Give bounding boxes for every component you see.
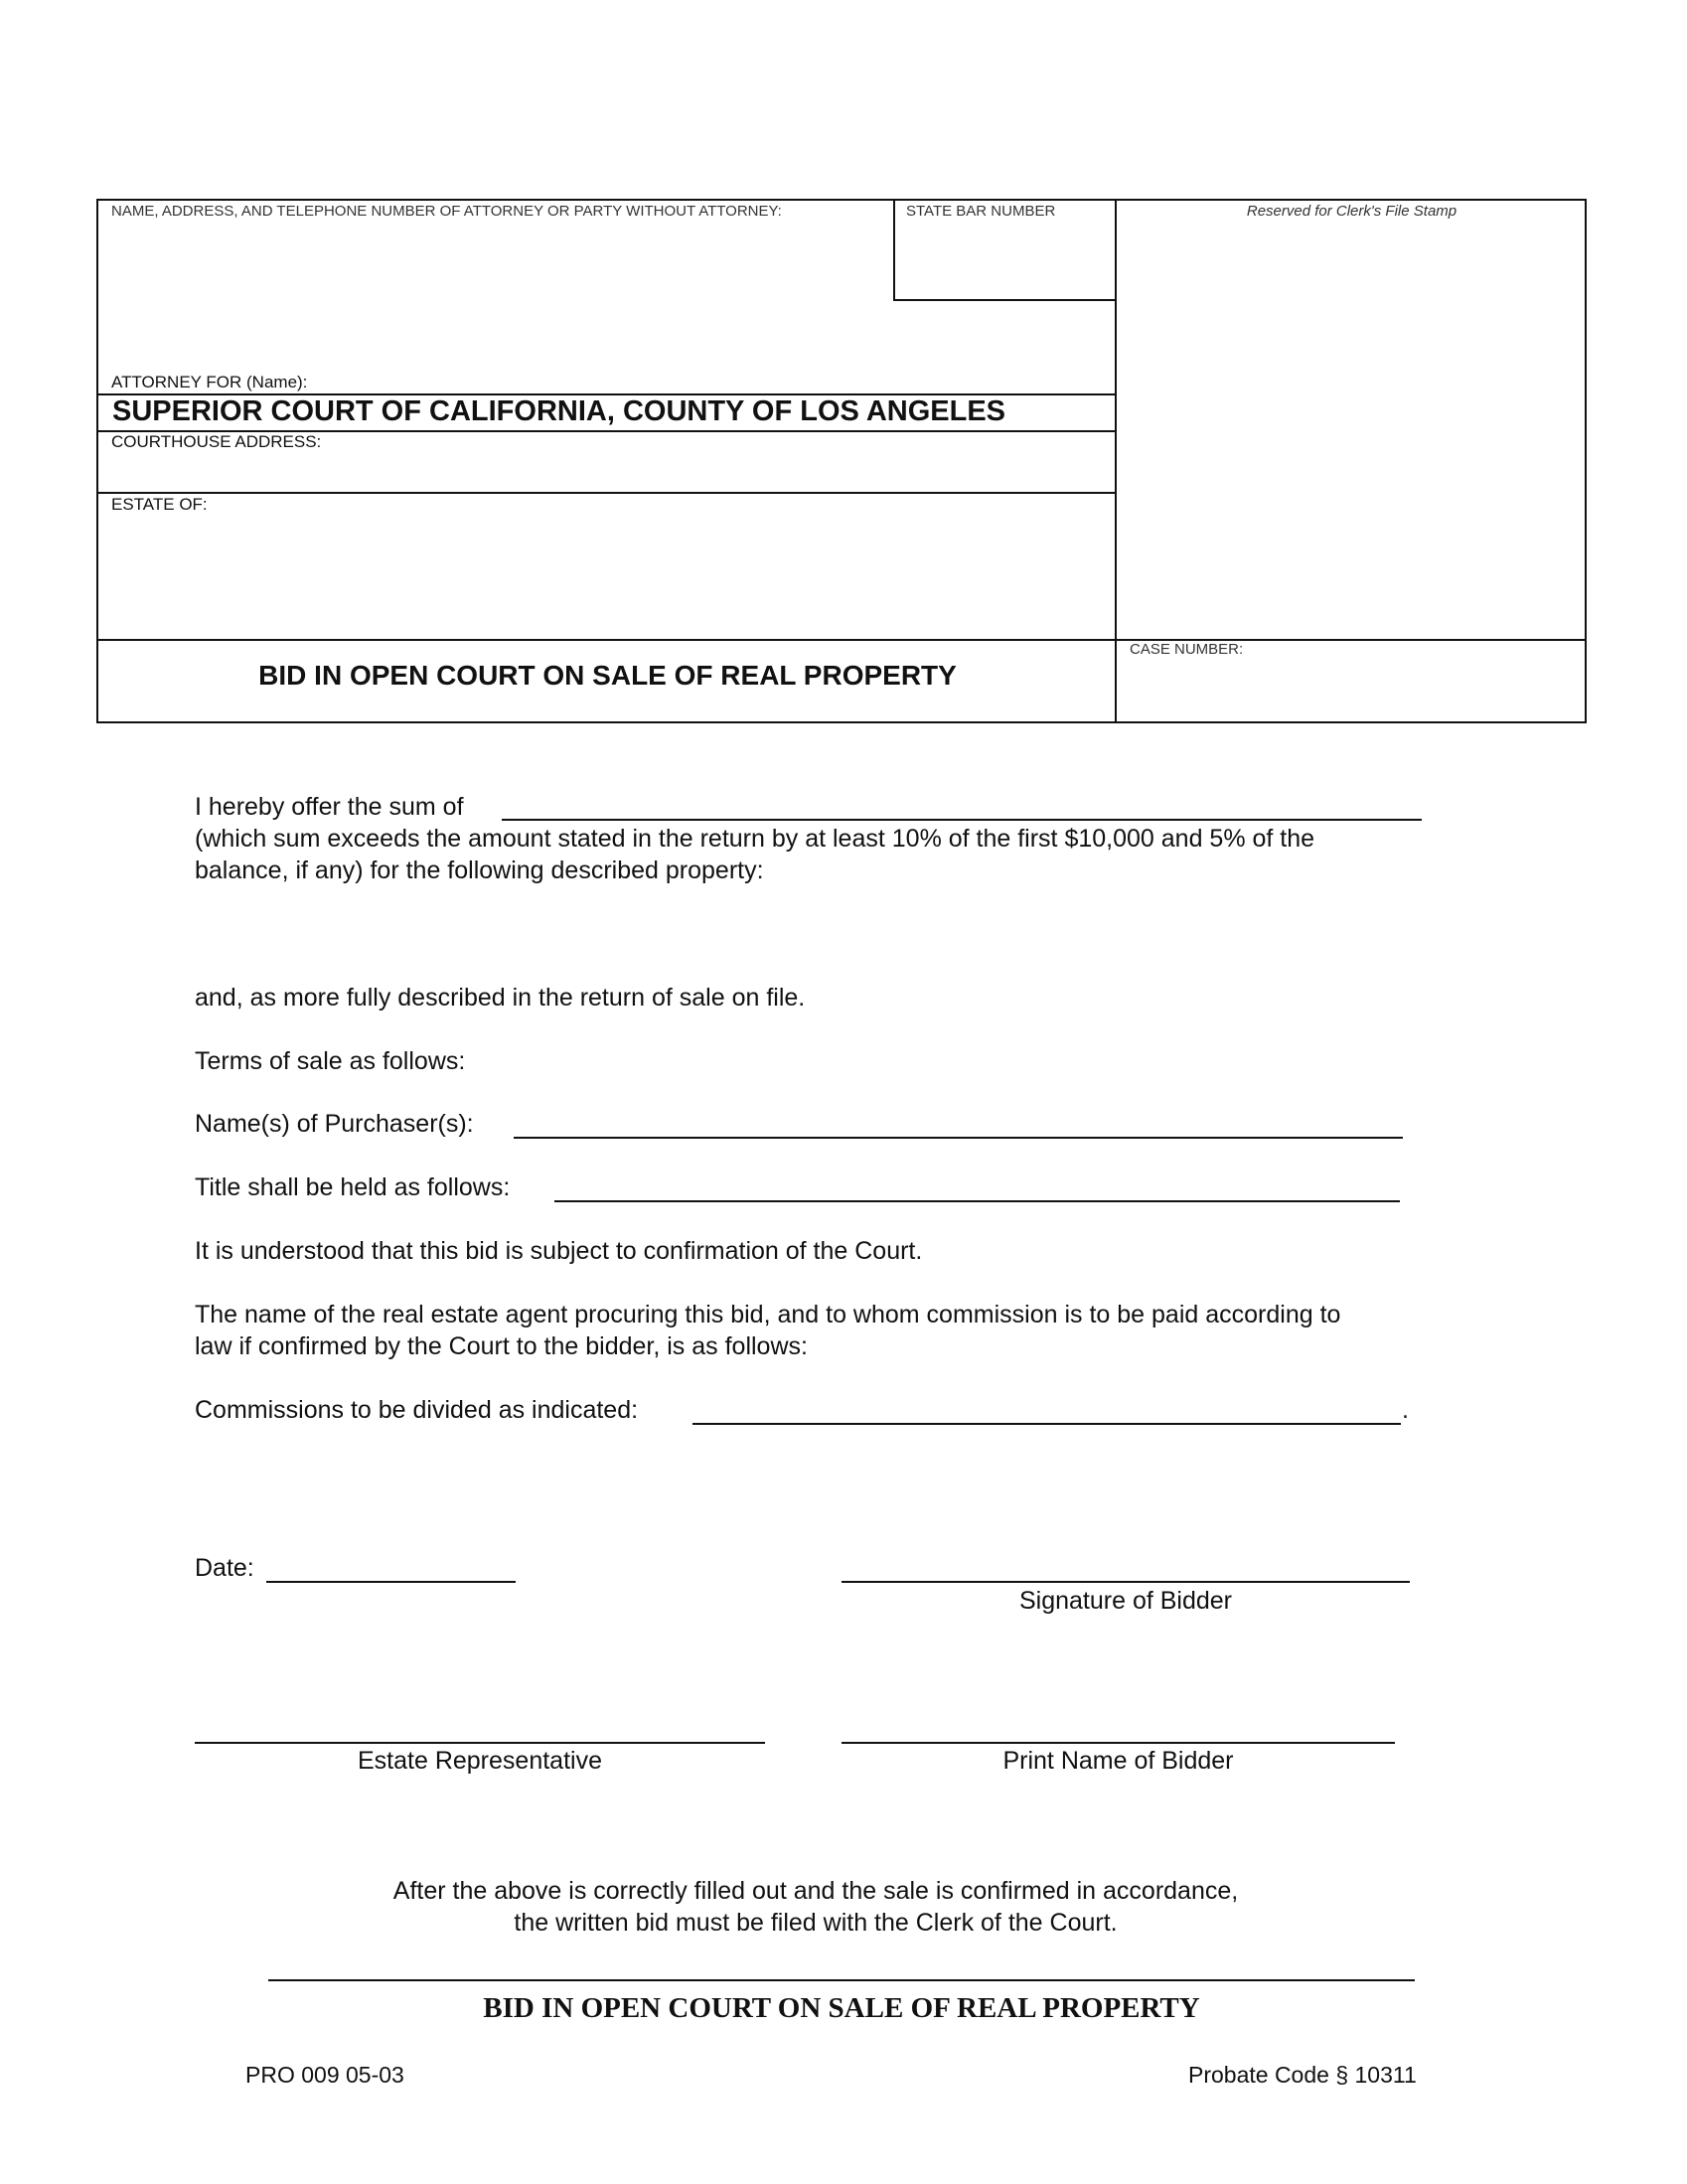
print-name-of-bidder-line xyxy=(842,1742,1395,1744)
state-bar-label: STATE BAR NUMBER xyxy=(906,203,1056,220)
form-title: BID IN OPEN COURT ON SALE OF REAL PROPERTY xyxy=(258,660,957,691)
state-bar-box-left xyxy=(893,201,895,300)
attorney-info-label: NAME, ADDRESS, AND TELEPHONE NUMBER OF ATTORNEY OR PARTY WITHOUT ATTORNEY: xyxy=(111,203,782,220)
footer-rule xyxy=(268,1979,1415,1981)
offer-line-3: balance, if any) for the following described property: xyxy=(195,857,764,884)
offer-sum-blank xyxy=(502,819,1422,821)
title-held-label: Title shall be held as follows: xyxy=(195,1173,511,1201)
commissions-period: . xyxy=(1402,1396,1409,1424)
estate-representative-line xyxy=(195,1742,765,1744)
signature-of-bidder-line xyxy=(842,1581,1410,1583)
estate-of-label: ESTATE OF: xyxy=(111,495,208,514)
caption-divider-vertical xyxy=(1115,201,1117,723)
state-bar-box-bottom xyxy=(893,299,1117,301)
subject-confirmation: It is understood that this bid is subject to confirmation of the Court. xyxy=(195,1237,923,1265)
code-reference: Probate Code § 10311 xyxy=(1188,2062,1417,2088)
attorney-for-label: ATTORNEY FOR (Name): xyxy=(111,373,308,391)
date-label: Date: xyxy=(195,1554,254,1582)
offer-line-2: (which sum exceeds the amount stated in the return by at least 10% of the first $10,000 and 5% of the xyxy=(195,825,1315,853)
footer-title: BID IN OPEN COURT ON SALE OF REAL PROPERTY xyxy=(483,1992,1200,2024)
purchasers-blank xyxy=(514,1137,1403,1139)
courthouse-line-bottom xyxy=(98,492,1117,494)
offer-line-1: I hereby offer the sum of xyxy=(195,793,464,821)
instructions-line-2: the written bid must be filed with the Clerk of the Court. xyxy=(514,1909,1118,1937)
more-fully-described: and, as more fully described in the return of sale on file. xyxy=(195,984,806,1012)
instructions-line-1: After the above is correctly filled out and the sale is confirmed in accordance, xyxy=(392,1877,1239,1905)
agent-line-2: law if confirmed by the Court to the bidder, is as follows: xyxy=(195,1332,808,1360)
commissions-blank xyxy=(692,1423,1401,1425)
agent-line-1: The name of the real estate agent procuring this bid, and to whom commission is to be paid according to xyxy=(195,1301,1341,1328)
court-name: SUPERIOR COURT OF CALIFORNIA, COUNTY OF LOS ANGELES xyxy=(112,395,1006,427)
clerk-stamp-label: Reserved for Clerk's File Stamp xyxy=(1246,203,1457,220)
print-name-of-bidder-label: Print Name of Bidder xyxy=(1002,1747,1234,1775)
courthouse-address-label: COURTHOUSE ADDRESS: xyxy=(111,432,322,451)
date-blank xyxy=(266,1581,516,1583)
terms-of-sale: Terms of sale as follows: xyxy=(195,1047,466,1075)
form-number: PRO 009 05-03 xyxy=(245,2062,404,2088)
purchasers-label: Name(s) of Purchaser(s): xyxy=(195,1110,474,1138)
case-number-label: CASE NUMBER: xyxy=(1130,641,1244,658)
commissions-label: Commissions to be divided as indicated: xyxy=(195,1396,639,1424)
signature-of-bidder-label: Signature of Bidder xyxy=(1018,1587,1233,1615)
caption-box xyxy=(96,199,1587,723)
title-line-top xyxy=(98,639,1587,641)
title-held-blank xyxy=(554,1200,1400,1202)
estate-representative-label: Estate Representative xyxy=(358,1747,602,1775)
